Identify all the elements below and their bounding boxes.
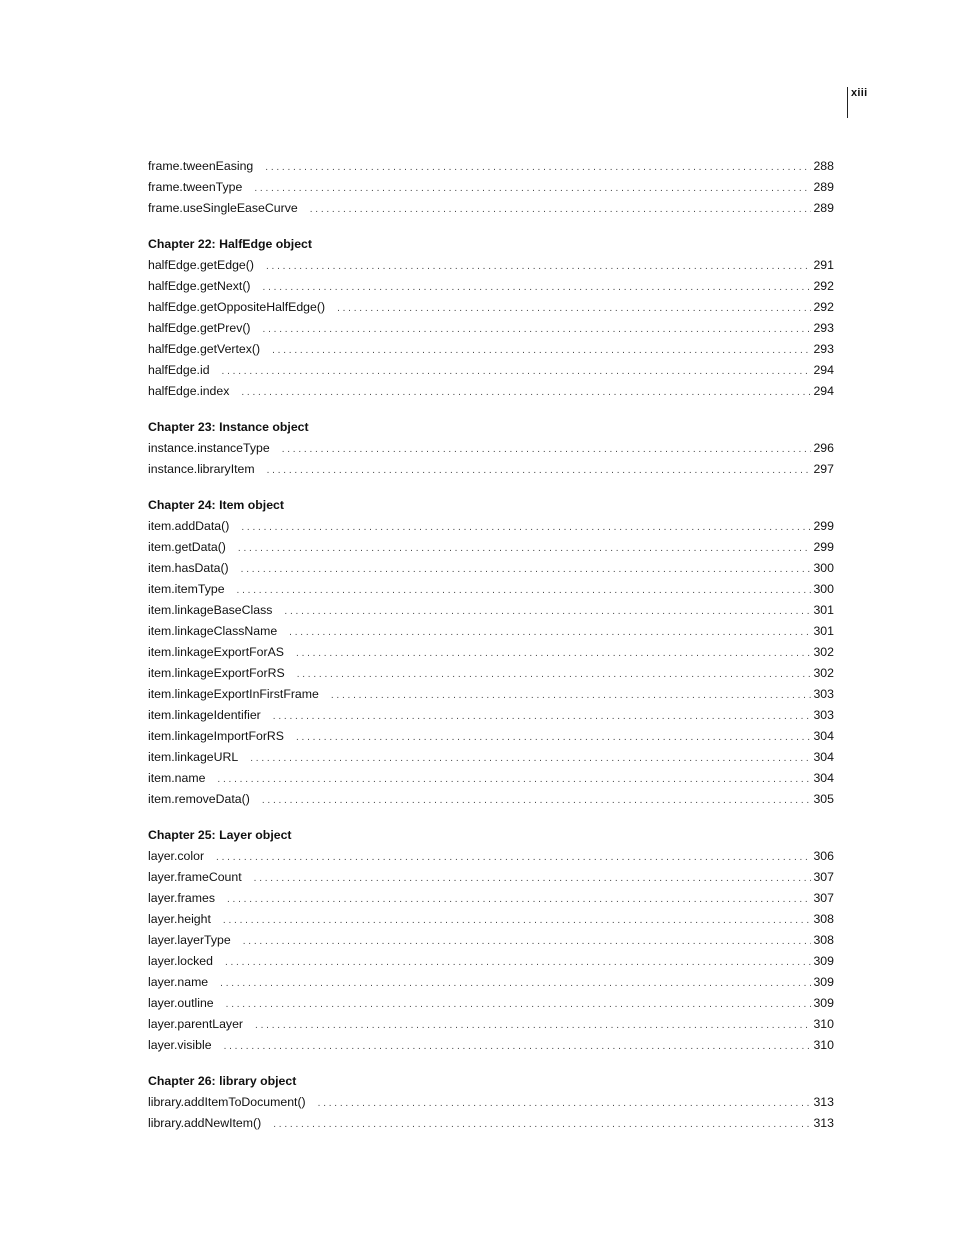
toc-entry[interactable] [148,768,834,789]
toc-entry[interactable] [148,951,834,972]
toc-entry[interactable] [148,642,834,663]
toc-entry-label: item.linkageURL [148,750,239,764]
toc-entry-label: halfEdge.id [148,363,210,377]
toc-section-continued [148,156,834,219]
dot-leader [243,931,812,952]
toc-entry[interactable] [148,198,834,219]
toc-entry[interactable] [148,600,834,621]
toc-entry-label: library.addItemToDocument() [148,1095,306,1109]
toc-entry[interactable] [148,705,834,726]
dot-leader [226,994,812,1015]
toc-entry[interactable] [148,747,834,768]
toc-entry-page-number: 313 [813,1095,834,1109]
toc-entry-page-number: 292 [813,300,834,314]
toc-entry-label: layer.frameCount [148,870,242,884]
toc-entry-page-number: 309 [813,996,834,1010]
toc-entry-page-number: 293 [813,342,834,356]
toc-entry-page-number: 304 [813,771,834,785]
toc-entry-label: item.removeData() [148,792,250,806]
toc-entry-page-number: 299 [813,519,834,533]
toc-entry-label: layer.name [148,975,209,989]
toc-entry[interactable] [148,846,834,867]
toc-entry-page-number: 301 [813,624,834,638]
toc-entry-label: instance.libraryItem [148,462,255,476]
toc-entry[interactable] [148,360,834,381]
toc-entry-page-number: 309 [813,954,834,968]
toc-entry[interactable] [148,972,834,993]
toc-entry-page-number: 307 [813,870,834,884]
toc-entry[interactable] [148,663,834,684]
chapter-heading[interactable]: Chapter 24: Item object [148,498,284,512]
toc-entry-label: halfEdge.getVertex() [148,342,261,356]
toc-entry[interactable] [148,1035,834,1056]
toc-entry-label: layer.outline [148,996,214,1010]
toc-entry[interactable] [148,621,834,642]
toc-entry-page-number: 300 [813,582,834,596]
toc-entry-page-number: 313 [813,1116,834,1130]
dot-leader [318,1093,812,1114]
dot-leader [241,382,811,403]
toc-entry[interactable] [148,1014,834,1035]
toc-entry-page-number: 292 [813,279,834,293]
toc-entry-page-number: 299 [813,540,834,554]
dot-leader [238,538,812,559]
toc-entry[interactable] [148,459,834,480]
toc-entry-label: halfEdge.getOppositeHalfEdge() [148,300,326,314]
dot-leader [223,910,812,931]
toc-entry-page-number: 306 [813,849,834,863]
dot-leader [222,361,812,382]
toc-entry-label: frame.tweenType [148,180,243,194]
dot-leader [284,601,811,622]
toc-entry-label: item.linkageExportInFirstFrame [148,687,319,701]
toc-entry-page-number: 308 [813,912,834,926]
toc-entry[interactable] [148,255,834,276]
toc-entry-page-number: 302 [813,645,834,659]
dot-leader [250,748,811,769]
toc-entry-page-number: 310 [813,1017,834,1031]
toc-entry-label: item.linkageExportForAS [148,645,285,659]
dot-leader [220,973,811,994]
toc-entry-page-number: 294 [813,363,834,377]
toc-entry[interactable] [148,516,834,537]
toc-entry-page-number: 301 [813,603,834,617]
toc-chapter-section [148,417,834,480]
toc-entry-page-number: 303 [813,687,834,701]
dot-leader [227,889,811,910]
toc-entry-page-number: 310 [813,1038,834,1052]
dot-leader [225,952,812,973]
toc-entry-page-number: 304 [813,729,834,743]
toc-entry[interactable] [148,381,834,402]
toc-entry[interactable] [148,318,834,339]
toc-entry-label: item.linkageBaseClass [148,603,273,617]
chapter-heading[interactable]: Chapter 23: Instance object [148,420,309,434]
toc-entry[interactable] [148,993,834,1014]
toc-entry-page-number: 293 [813,321,834,335]
dot-leader [267,460,812,481]
dot-leader [263,319,812,340]
dot-leader [241,559,812,580]
dot-leader [224,1036,812,1057]
toc-entry-page-number: 302 [813,666,834,680]
toc-entry[interactable] [148,867,834,888]
toc-entry-page-number: 309 [813,975,834,989]
toc-entry[interactable] [148,558,834,579]
toc-entry[interactable] [148,438,834,459]
dot-leader [297,664,812,685]
chapter-heading[interactable]: Chapter 26: library object [148,1074,297,1088]
dot-leader [216,847,811,868]
dot-leader [266,256,812,277]
toc-chapter-section [148,495,834,810]
toc-entry-page-number: 294 [813,384,834,398]
toc-entry[interactable] [148,579,834,600]
toc-entry-label: layer.frames [148,891,215,905]
toc-entry-page-number: 305 [813,792,834,806]
toc-entry-page-number: 308 [813,933,834,947]
toc-entry-label: halfEdge.index [148,384,230,398]
toc-entry-label: item.addData() [148,519,230,533]
toc-entry-page-number: 307 [813,891,834,905]
toc-entry-page-number: 289 [813,180,834,194]
toc-entry-page-number: 300 [813,561,834,575]
dot-leader [255,1015,811,1036]
toc-entry-label: layer.height [148,912,211,926]
dot-leader [296,727,811,748]
dot-leader [282,439,812,460]
toc-entry-page-number: 291 [813,258,834,272]
toc-entry-label: layer.locked [148,954,213,968]
table-of-contents [148,156,834,1134]
toc-entry[interactable] [148,684,834,705]
dot-leader [273,706,812,727]
toc-chapter-section [148,1071,834,1134]
toc-entry-page-number: 304 [813,750,834,764]
dot-leader [254,868,812,889]
toc-entry[interactable] [148,339,834,360]
toc-entry-label: item.linkageIdentifier [148,708,261,722]
dot-leader [217,769,811,790]
toc-entry-label: item.linkageExportForRS [148,666,285,680]
toc-entry-label: layer.visible [148,1038,212,1052]
toc-entry-label: halfEdge.getPrev() [148,321,251,335]
page-header-rule [847,87,848,118]
toc-entry[interactable] [148,1092,834,1113]
toc-entry-page-number: 289 [813,201,834,215]
toc-entry[interactable] [148,276,834,297]
toc-entry[interactable] [148,789,834,810]
toc-entry-label: layer.parentLayer [148,1017,244,1031]
toc-entry-label: frame.tweenEasing [148,159,254,173]
toc-entry-label: instance.instanceType [148,441,270,455]
toc-entry-page-number: 297 [813,462,834,476]
toc-entry-label: item.name [148,771,206,785]
dot-leader [241,517,811,538]
chapter-heading[interactable]: Chapter 22: HalfEdge object [148,237,312,251]
dot-leader [296,643,811,664]
toc-entry-page-number: 288 [813,159,834,173]
toc-entry[interactable] [148,1113,834,1134]
dot-leader [289,622,811,643]
dot-leader [331,685,812,706]
dot-leader [254,178,811,199]
toc-entry-label: item.itemType [148,582,225,596]
dot-leader [273,1114,811,1135]
dot-leader [262,790,812,811]
toc-entry[interactable] [148,156,834,177]
page-number: xiii [851,87,868,99]
toc-entry-label: library.addNewItem() [148,1116,262,1130]
dot-leader [237,580,812,601]
toc-entry[interactable] [148,726,834,747]
toc-entry[interactable] [148,177,834,198]
toc-entry-label: item.getData() [148,540,226,554]
toc-entry-label: halfEdge.getEdge() [148,258,254,272]
toc-entry[interactable] [148,909,834,930]
toc-entry[interactable] [148,888,834,909]
toc-entry-label: item.linkageImportForRS [148,729,284,743]
dot-leader [263,277,812,298]
toc-entry-label: item.linkageClassName [148,624,278,638]
toc-entry-label: layer.layerType [148,933,231,947]
dot-leader [337,298,811,319]
toc-chapter-section [148,825,834,1056]
toc-chapter-section [148,234,834,402]
toc-entry[interactable] [148,930,834,951]
toc-entry-page-number: 296 [813,441,834,455]
toc-entry-label: item.hasData() [148,561,229,575]
toc-entry[interactable] [148,297,834,318]
dot-leader [265,157,811,178]
toc-entry-page-number: 303 [813,708,834,722]
toc-entry[interactable] [148,537,834,558]
dot-leader [272,340,811,361]
toc-entry-label: halfEdge.getNext() [148,279,251,293]
dot-leader [310,199,812,220]
chapter-heading[interactable]: Chapter 25: Layer object [148,828,292,842]
toc-entry-label: frame.useSingleEaseCurve [148,201,298,215]
toc-entry-label: layer.color [148,849,205,863]
